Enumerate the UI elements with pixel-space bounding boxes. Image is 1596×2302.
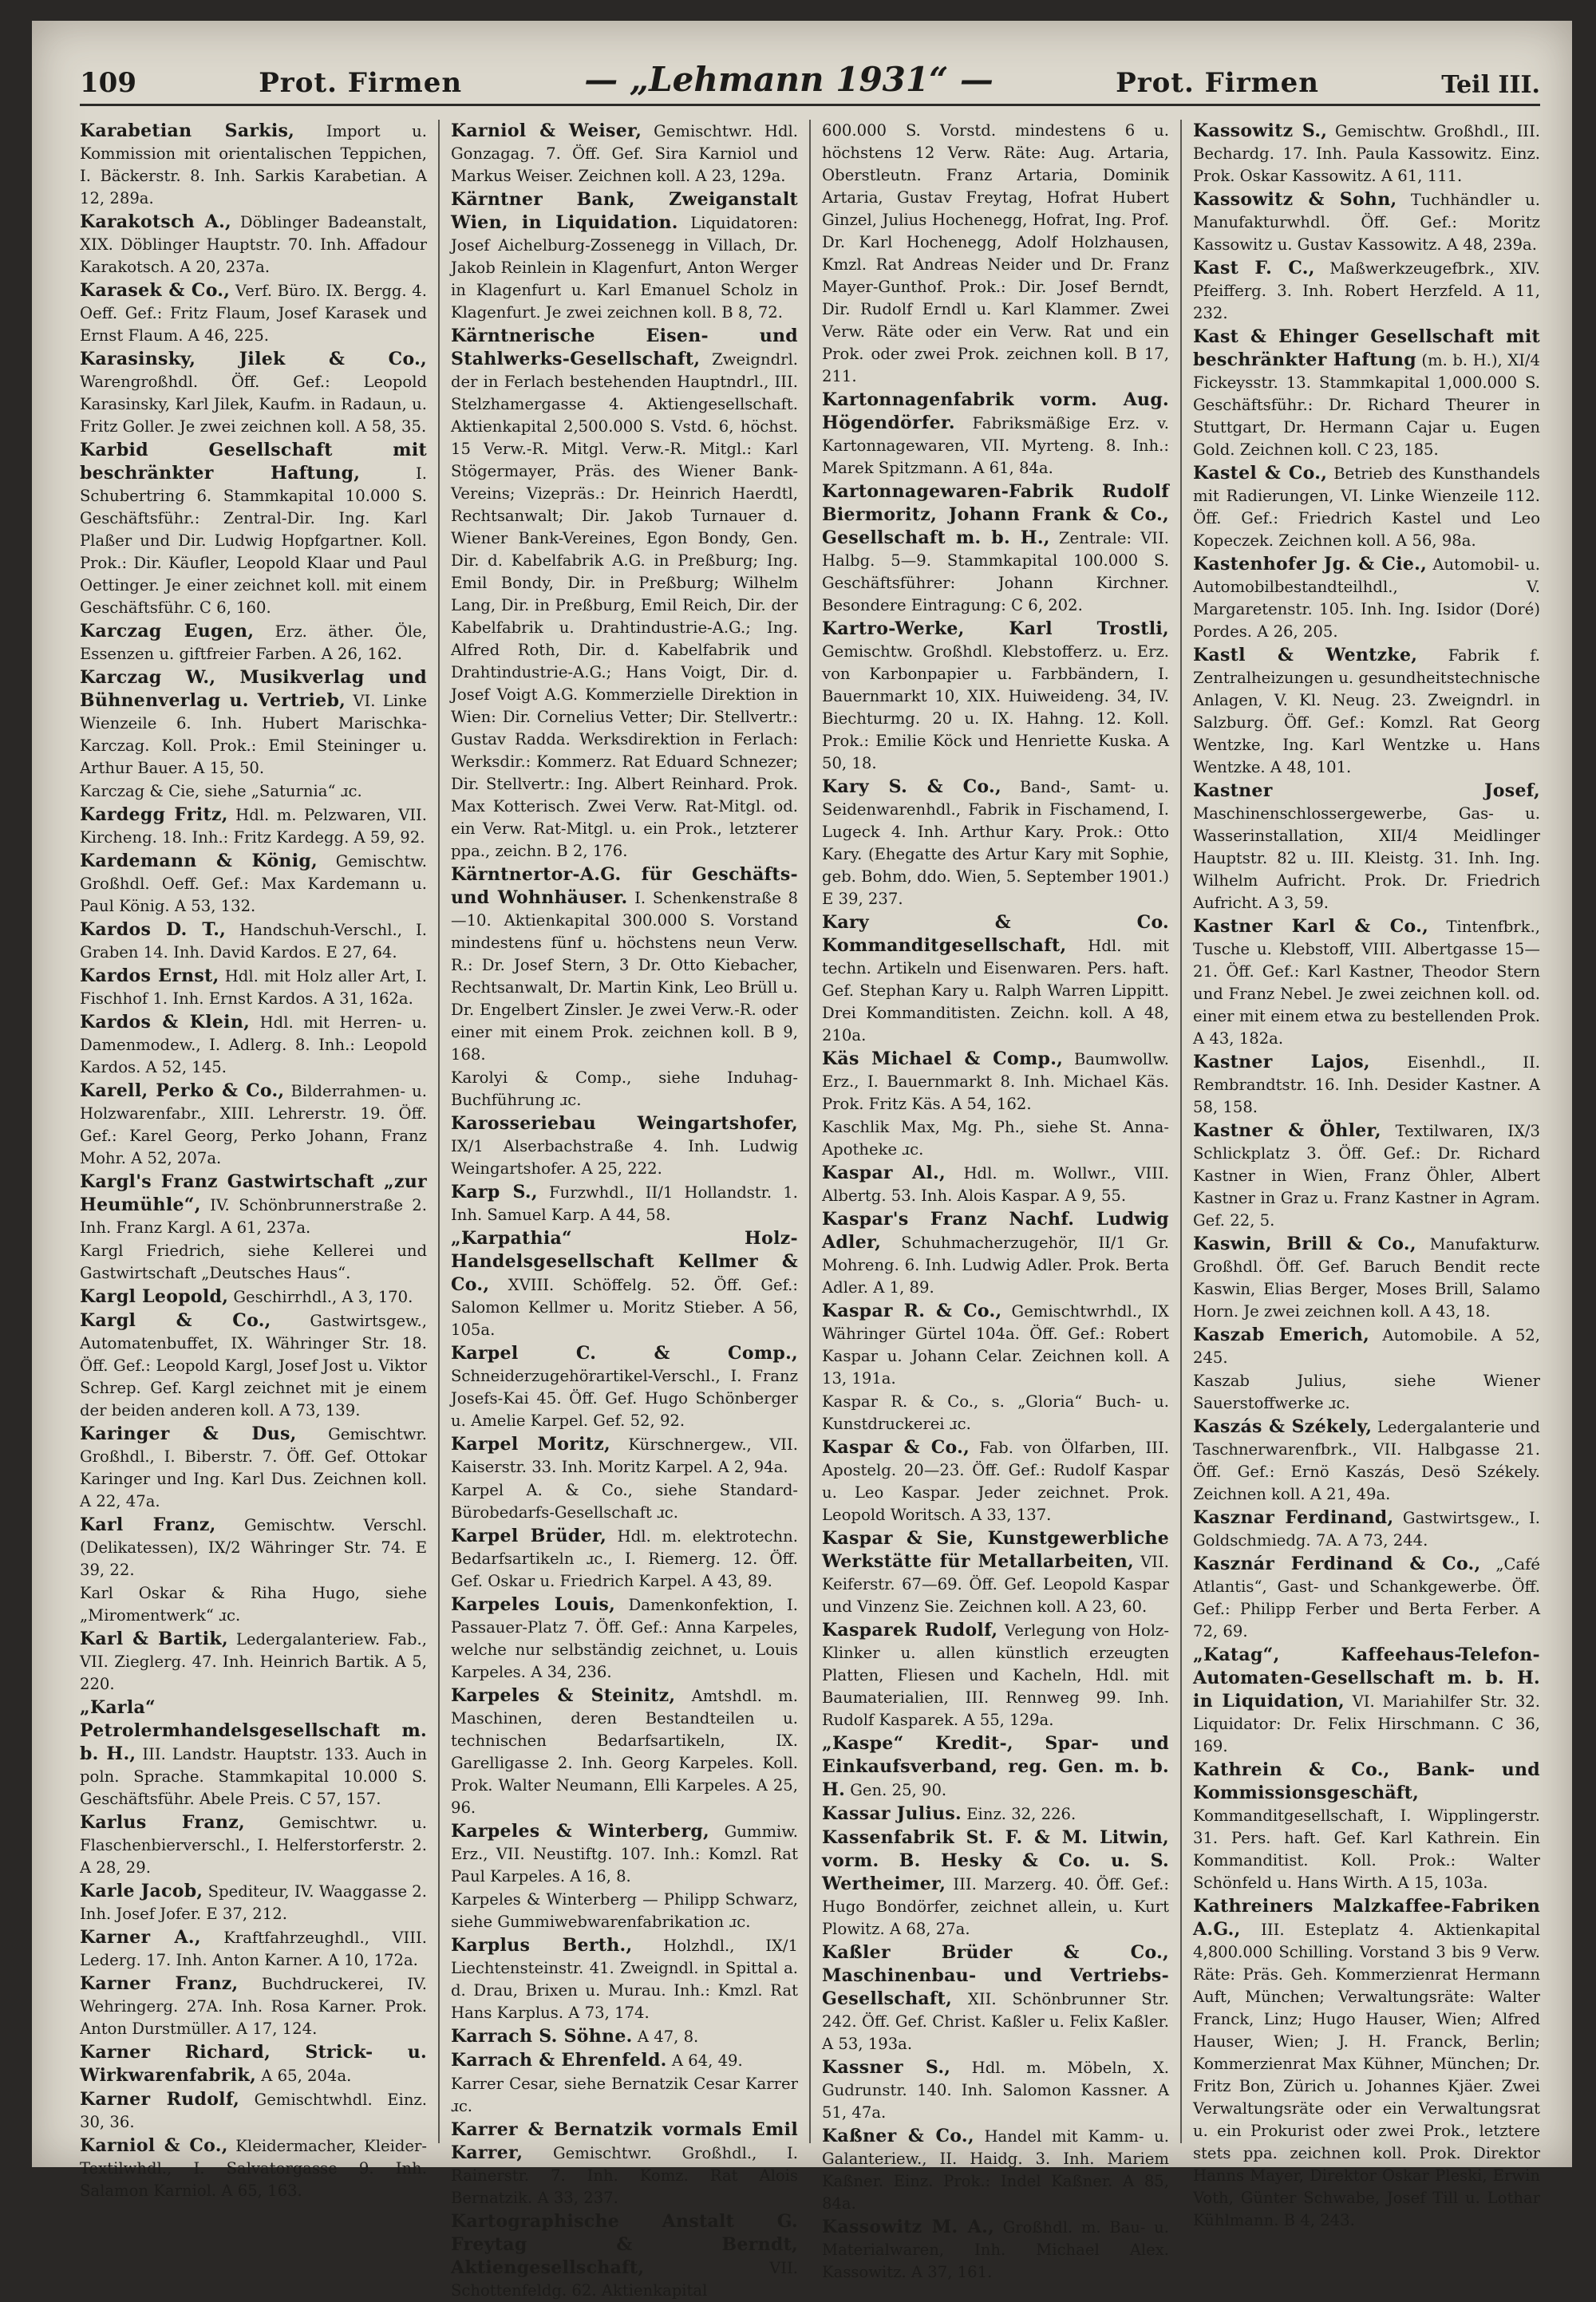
directory-entry — [451, 1433, 798, 1479]
directory-entry — [451, 120, 798, 188]
directory-entry — [822, 1048, 1169, 1115]
entry-name: Karp S., — [451, 1182, 538, 1202]
columns — [80, 120, 1541, 2300]
directory-entry — [451, 1342, 798, 1432]
directory-entry — [451, 1889, 798, 1933]
directory-entry — [822, 1300, 1169, 1390]
entry-name: „Karla“ Petrolermhandelsgesellschaft m. b. H., — [80, 1697, 427, 1764]
directory-entry — [80, 1240, 427, 1285]
entry-text: Gummiw. Erz., VII. Neustiftg. 107. Inh.: Komzl. Rat Paul Karpeles. A 16, 8. — [451, 1822, 798, 1885]
entry-text: Band-, Samt- u. Seidenwarenhdl., Fabrik in Fischamend, I. Lugeck 4. Inh. Arthur Kary. Prok.: Otto Kary. (Ehegatte des Artur Kary mit Sophie, geb. Bohm, ddo. Wien, 5. September 1901.) E 39, 237. — [822, 778, 1170, 908]
entry-text: Fab. von Ölfarben, III. Apostelg. 20—23. Öff. Gef.: Rudolf Kaspar u. Leo Kaspar. Jeder zeichnet. Prok. Leopold Woritsch. A 33, 137. — [822, 1439, 1169, 1524]
directory-entry — [80, 2088, 427, 2134]
directory-entry — [1193, 780, 1540, 914]
directory-entry — [451, 1227, 798, 1341]
entry-name: Kartonnagewaren-Fabrik Rudolf Biermoritz, Johann Frank & Co., Gesellschaft m. b. H., — [822, 481, 1169, 548]
directory-entry — [1193, 257, 1540, 325]
directory-entry — [80, 850, 427, 918]
directory-entry — [80, 666, 427, 780]
entry-name: Kaßner & Co., — [822, 2126, 974, 2146]
entry-name: Karasek & Co., — [80, 280, 231, 301]
entry-text: Verf. Büro. IX. Bergg. 4. Oeff. Gef.: Fritz Flaum, Josef Karasek und Ernst Flaum. A 46, 225. — [80, 282, 427, 345]
directory-entry — [80, 439, 427, 619]
entry-text: Gastwirtsgew., I. Goldschmiedg. 7A. A 73, 244. — [1193, 1509, 1540, 1550]
directory-entry — [822, 1116, 1169, 1161]
entry-name: Kasparek Rudolf, — [822, 1620, 998, 1641]
entry-text: Großhdl. m. Bau- u. Materialwaren, Inh. Michael Alex. Kassowitz. A 37, 161. — [822, 2218, 1169, 2281]
entry-name: Kasznar Ferdinand, — [1193, 1507, 1394, 1528]
entry-text: Kleidermacher, Kleider-Textilwhdl., I. Salvatorgasse 9. Inh. Salamon Karniol. A 65, 163. — [80, 2137, 427, 2200]
directory-entry — [822, 776, 1169, 910]
entry-text: I. Schubertring 6. Stammkapital 10.000 S. Geschäftsführ.: Zentral-Dir. Ing. Karl Plaßer und Dir. Ludwig Hopfgartner. Koll. Prok.: Dir. Käufler, Leopold Klaar und Paul Oettinger. Je einer zeichnet koll. mit einem Geschäftsführ. C 6, 160. — [80, 464, 427, 617]
entry-text: Liquidatoren: Josef Aichelburg-Zossenegg in Villach, Dr. Jakob Reinlein in Klagenfurt, Anton Werger in Klagenfurt u. Karl Emanuel Scholz in Klagenfurt. Je zwei zeichnen koll. B 8, 72. — [451, 214, 798, 322]
entry-text: Import u. Kommission mit orientalischen Teppichen, I. Bäckerstr. 8. Inh. Sarkis Karabetian. A 12, 289a. — [80, 122, 428, 207]
entry-text: III. Marzerg. 40. Öff. Gef.: Hugo Bondörfer, zeichnet allein, u. Kurt Plowitz. A 68, 27a. — [822, 1875, 1169, 1938]
entry-text: Gemischtwr. u. Flaschenbierverschl., I. Helferstorferstr. 2. A 28, 29. — [80, 1814, 427, 1877]
running-head-left: Prot. Firmen — [259, 67, 463, 99]
entry-name: Karasinsky, Jilek & Co., — [80, 349, 427, 369]
directory-entry — [80, 1011, 427, 1079]
directory-entry — [1193, 1759, 1540, 1894]
directory-entry — [822, 1162, 1169, 1207]
entry-name: Kardos Ernst, — [80, 965, 219, 986]
directory-entry — [822, 1732, 1169, 1802]
entry-text: VII. Schottenfeldg. 62. Aktienkapital — [451, 2259, 798, 2300]
entry-name: Kaspar R. & Co., — [822, 1301, 1002, 1321]
entry-name: Karabetian Sarkis, — [80, 120, 295, 141]
entry-text: A 65, 204a. — [261, 2067, 352, 2085]
entry-text: Karl Oskar & Riha Hugo, siehe „Miromentwerk“ ɹc. — [80, 1584, 427, 1625]
entry-text: „Café Atlantis“, Gast- und Schankgewerbe. Öff. Gef.: Philipp Ferber und Berta Ferber. A 72, 69. — [1193, 1555, 1540, 1641]
directory-entry — [80, 804, 427, 849]
entry-text: Gemischtwr. Großhdl., I. Biberstr. 7. Öff. Gef. Ottokar Karinger und Ing. Karl Dus. Zeichnen koll. A 22, 47a. — [80, 1425, 428, 1510]
entry-name: Kärntnerische Eisen- und Stahlwerks-Gesellschaft, — [451, 326, 798, 369]
directory-entry — [822, 1941, 1169, 2055]
entry-name: Kaspar's Franz Nachf. Ludwig Adler, — [822, 1209, 1169, 1253]
entry-text: III. Landstr. Hauptstr. 133. Auch in poln. Sprache. Stammkapital 10.000 S. Geschäftsführ. Abele Preis. C 57, 157. — [80, 1745, 427, 1808]
directory-entry — [451, 1181, 798, 1226]
directory-entry — [1193, 1370, 1540, 1415]
entry-name: Karl Franz, — [80, 1514, 216, 1535]
directory-entry — [822, 480, 1169, 617]
entry-name: Karrach S. Söhne. — [451, 2026, 633, 2047]
directory-entry — [822, 618, 1169, 775]
entry-name: „Karpathia“ Holz-Handelsgesellschaft Kellmer & Co., — [451, 1228, 798, 1295]
entry-name: Karpeles Louis, — [451, 1594, 616, 1615]
entry-name: Kaszab Emerich, — [1193, 1325, 1370, 1345]
entry-text: Karpeles & Winterberg — Philipp Schwarz, siehe Gummiwebwarenfabrikation ɹc. — [451, 1890, 798, 1931]
directory-entry — [80, 1171, 427, 1239]
directory-entry — [1193, 553, 1540, 643]
entry-name: Karpeles & Steinitz, — [451, 1685, 676, 1706]
entry-name: Karpel Brüder, — [451, 1526, 607, 1546]
column-4 — [1182, 120, 1541, 2229]
entry-name: Karczag W., Musikverlag und Bühnenverlag u. Vertrieb, — [80, 667, 427, 711]
entry-name: Kargl & Co., — [80, 1310, 271, 1331]
directory-entry — [80, 965, 427, 1010]
entry-text: Ledergalanterie und Taschnerwarenfbrk., VII. Halbgasse 21. Öff. Gef.: Ernö Kaszás, Desö Székely. Zeichnen koll. A 21, 49a. — [1193, 1418, 1540, 1503]
directory-entry — [451, 1067, 798, 1112]
entry-name: Kardos & Klein, — [80, 1012, 251, 1033]
directory-entry — [80, 1972, 427, 2040]
directory-entry — [80, 348, 427, 438]
directory-entry — [80, 1926, 427, 1972]
entry-text: Karczag & Cie, siehe „Saturnia“ ɹc. — [80, 782, 362, 800]
entry-text: Karrer Cesar, siehe Bernatzik Cesar Karrer ɹc. — [451, 2075, 798, 2115]
entry-name: Kargl's Franz Gastwirtschaft „zur Heumühle“, — [80, 1171, 427, 1215]
entry-text: Gen. 25, 90. — [850, 1781, 947, 1799]
entry-text: Handschuh-Verschl., I. Graben 14. Inh. David Kardos. E 27, 64. — [80, 921, 427, 961]
directory-entry — [80, 120, 427, 210]
entry-name: Karinger & Dus, — [80, 1423, 297, 1444]
entry-name: Karrer & Bernatzik vormals Emil Karrer, — [451, 2119, 798, 2163]
entry-name: Kastl & Wentzke, — [1193, 645, 1418, 665]
entry-name: Karniol & Weiser, — [451, 120, 642, 141]
entry-name: Kathreiners Malzkaffee-Fabriken A.G., — [1193, 1896, 1540, 1940]
entry-text: Erz. äther. Öle, Essenzen u. giftfreier Farben. A 26, 162. — [80, 622, 427, 663]
directory-entry — [451, 1820, 798, 1888]
directory-entry — [822, 2056, 1169, 2124]
entry-text: Automobil- u. Automobilbestandteilhdl., V. Margaretenstr. 105. Inh. Ing. Isidor (Doré) Pordes. A 26, 205. — [1193, 555, 1540, 641]
entry-text: Betrieb des Kunsthandels mit Radierungen, VI. Linke Wienzeile 112. Öff. Gef.: Friedrich Kastel und Leo Kopeczek. Zeichnen koll. A 56, 98a. — [1193, 464, 1540, 550]
directory-entry — [451, 2210, 798, 2302]
entry-text: Tintenfbrk., Tusche u. Klebstoff, VIII. Albertgasse 15—21. Öff. Gef.: Karl Kastner, Theodor Stern und Franz Nebel. Je zwei zeichnen koll. od. einer mit einem etwa zu bestellenden Prok. A 43, 182a. — [1193, 918, 1540, 1048]
entry-text: Hdl. mit Holz aller Art, I. Fischhof 1. Inh. Ernst Kardos. A 31, 162a. — [80, 967, 427, 1008]
entry-text: IV. Schönbrunnerstraße 2. Inh. Franz Kargl. A 61, 237a. — [80, 1196, 427, 1237]
entry-name: Kargl Leopold, — [80, 1286, 229, 1307]
entry-text: Ledergalanteriew. Fab., VII. Zieglerg. 47. Inh. Heinrich Bartik. A 5, 220. — [80, 1630, 427, 1693]
directory-entry — [80, 2134, 427, 2202]
entry-name: Kastner Josef, — [1193, 780, 1540, 801]
entry-text: A 47, 8. — [637, 2028, 699, 2046]
entry-text: Bilderrahmen- u. Holzwarenfabr., XIII. Lehrerstr. 19. Öff. Gef.: Karel Georg, Perko Johann, Franz Mohr. A 52, 207a. — [80, 1082, 428, 1167]
directory-entry — [822, 1436, 1169, 1526]
directory-entry — [451, 188, 798, 324]
directory-entry — [451, 2049, 798, 2072]
directory-entry — [1193, 462, 1540, 552]
entry-name: Karell, Perko & Co., — [80, 1080, 285, 1101]
directory-entry — [822, 389, 1169, 480]
entry-text: Zweigndrl. der in Ferlach bestehenden Hauptndrl., III. Stelzhamergasse 4. Aktiengesellschaft. Aktienkapital 2,500.000 S. Vstd. 6, höchst. 15 Verw.-R. Mitgl. Verw.-R. Mitgl.: Karl Stögermayer, Präs. des Wiener Bank-Vereins; Vizepräs.: Dr. Heinrich Haerdtl, Rechtsanwalt; Dir. Jakob Turnauer d. Wiener Bank-Vereines, Egon Bondy, Gen. Dir. d. Kabelfabrik A.G. in Preßburg; Ing. Emil Bondy, Dir. in Preßburg; Wilhelm Lang, Dir. in Preßburg, Emil Reich, Dir. der Kabelfabrik u. Drahtindustrie-A.G.; Ing. Alfred Roth, Dir. d. Kabelfabrik und Drahtindustrie-A.G.; Hans Voigt, Dir. d. Josef Voigt A.G. Kommerzielle Direktion in Wien: Dir. Cornelius Vetter; Dir. Stellvertr.: Gustav Radda. Werksdirektion in Ferlach: Werksdir.: Kommerz. Rat Eduard Schnezer; Dir. Stellvertr.: Ing. Albert Reinhard. Prok. Max Kotterisch. Zwei Verw. Rat-Mitgl. od. ein Verw. Rat-Mitgl. u. ein Prok., letzterer ppa., zeichn. B 2, 176. — [451, 350, 798, 860]
entry-name: Kasznár Ferdinand & Co., — [1193, 1554, 1481, 1574]
entry-text: A 64, 49. — [671, 2051, 743, 2070]
directory-page — [32, 21, 1572, 2300]
entry-text: Schuhmacherzugehör, II/1 Gr. Mohreng. 6. Inh. Ludwig Adler. Prok. Berta Adler. A 1, 89. — [822, 1234, 1169, 1297]
entry-name: Kary & Co. Kommanditgesellschaft, — [822, 912, 1169, 956]
entry-name: Kastner Karl & Co., — [1193, 916, 1429, 937]
entry-name: Kaswin, Brill & Co., — [1193, 1234, 1416, 1254]
entry-name: Kartographische Anstalt G. Freytag & Berndt, Aktiengesellschaft, — [451, 2211, 798, 2278]
entry-name: Karner Rudolf, — [80, 2089, 240, 2110]
entry-text: Textilwaren, IX/3 Schlickplatz 3. Öff. Gef.: Dr. Richard Kastner in Wien, Franz Öhler, Albert Kastner in Graz u. Franz Kastner in Agram. Gef. 22, 5. — [1193, 1122, 1540, 1230]
entry-name: „Kaspe“ Kredit-, Spar- und Einkaufsverband, reg. Gen. m. b. H. — [822, 1733, 1169, 1800]
entry-name: Kassenfabrik St. F. & M. Litwin, vorm. B. Hesky & Co. u. S. Wertheimer, — [822, 1827, 1169, 1894]
entry-text: Hdl. mit techn. Artikeln und Eisenwaren. Pers. haft. Gef. Stephan Kary u. Ralph Warren Lippitt. Drei Kommanditisten. Zeichn. koll. A 48, 210a. — [822, 937, 1170, 1044]
entry-name: Kardegg Fritz, — [80, 804, 228, 825]
entry-name: Kardos D. T., — [80, 919, 227, 940]
entry-name: Karrach & Ehrenfeld. — [451, 2050, 667, 2071]
entry-text: Buchdruckerei, IV. Wehringerg. 27A. Inh. Rosa Karner. Prok. Anton Durstmüller. A 17, 124. — [80, 1975, 427, 2038]
entry-name: Kaspar & Co., — [822, 1437, 970, 1458]
entry-name: Karner Franz, — [80, 1973, 239, 1994]
entry-text: I. Schenkenstraße 8—10. Aktienkapital 300.000 S. Vorstand mindestens fünf u. höchstens neun Verw. R.: Dr. Josef Stern, 3 Dr. Otto Kiebacher, Rechtsanwalt, Dr. Martin Kink, Leo Brüll u. Dr. Engelbert Zinsler. Je zwei Verw.-R. oder einer mit einem Prok. zeichnen koll. B 9, 168. — [451, 889, 799, 1064]
directory-entry — [451, 1684, 798, 1819]
entry-text: Karpel A. & Co., siehe Standard-Bürobedarfs-Gesellschaft ɹc. — [451, 1481, 798, 1522]
page-number: 109 — [80, 67, 136, 99]
directory-entry — [80, 1582, 427, 1627]
directory-entry — [80, 1309, 427, 1422]
directory-entry — [80, 780, 427, 803]
directory-entry — [822, 1391, 1169, 1435]
entry-name: Karner A., — [80, 1927, 201, 1948]
directory-entry — [80, 211, 427, 278]
entry-name: Karpeles & Winterberg, — [451, 1821, 710, 1842]
entry-text: Gemischtwhdl. Einz. 30, 36. — [80, 2091, 427, 2131]
entry-name: Kassowitz S., — [1193, 120, 1328, 141]
entry-text: VI. Mariahilfer Str. 32. Liquidator: Dr. Felix Hirschmann. C 36, 169. — [1193, 1692, 1541, 1755]
entry-name: Karczag Eugen, — [80, 621, 255, 642]
entry-text: Gemischtw. Großhdl., III. Bechardg. 17. Inh. Paula Kassowitz. Einz. Prok. Oskar Kassowitz. A 61, 111. — [1193, 122, 1540, 185]
entry-name: Karl & Bartik, — [80, 1629, 228, 1649]
directory-entry — [822, 1208, 1169, 1299]
entry-name: Kartonnagenfabrik vorm. Aug. Högendörfer. — [822, 389, 1169, 433]
entry-name: Karpel C. & Comp., — [451, 1343, 798, 1364]
column-1 — [80, 120, 440, 2200]
directory-entry — [80, 620, 427, 665]
entry-text: (m. b. H.), XI/4 Fickeysstr. 13. Stammkapital 1,000.000 S. Geschäftsführ.: Dr. Richard Theurer in Stuttgart, Dr. Hermann Cajar u. Eugen Gold. Zeichnen koll. C 23, 185. — [1193, 351, 1540, 459]
directory-entry — [451, 1934, 798, 2024]
entry-name: Kaßler Brüder & Co., Maschinenbau- und Vertriebs-Gesellschaft, — [822, 1942, 1169, 2009]
directory-entry — [80, 1080, 427, 1170]
entry-name: Kärntnertor-A.G. für Geschäfts- und Wohnhäuser. — [451, 864, 798, 908]
entry-name: Kärntner Bank, Zweiganstalt Wien, in Liquidation. — [451, 189, 798, 233]
directory-entry — [80, 1628, 427, 1696]
entry-text: Einz. 32, 226. — [966, 1805, 1077, 1823]
entry-name: Kastenhofer Jg. & Cie., — [1193, 554, 1428, 575]
entry-name: Karner Richard, Strick- u. Wirkwarenfabrik, — [80, 2042, 427, 2086]
directory-entry — [451, 1112, 798, 1180]
entry-text: Damenkonfektion, I. Passauer-Platz 7. Öff. Gef.: Anna Karpeles, welche nur selbständig zeichnet, u. Louis Karpeles. A 34, 236. — [451, 1596, 798, 1681]
entry-name: Kast & Ehinger Gesellschaft mit beschränkter Haftung — [1193, 326, 1540, 370]
directory-entry — [451, 2073, 798, 2118]
entry-text: IX/1 Alserbachstraße 4. Inh. Ludwig Weingartshofer. A 25, 222. — [451, 1137, 798, 1178]
directory-entry — [822, 1619, 1169, 1731]
directory-entry — [1193, 644, 1540, 779]
entry-text: Gastwirtsgew., Automatenbuffet, IX. Währinger Str. 18. Öff. Gef.: Leopold Kargl, Josef Jost u. Viktor Schrep. Gef. Kargl zeichnet mit je einem der beiden anderen koll. A 73, 139. — [80, 1312, 427, 1420]
entry-name: Kastel & Co., — [1193, 463, 1328, 484]
entry-text: VI. Linke Wienzeile 6. Inh. Hubert Marischka-Karczag. Koll. Prok.: Emil Steininger u. Arthur Bauer. A 15, 50. — [80, 692, 428, 777]
entry-text: Kaszab Julius, siehe Wiener Sauerstoffwerke ɹc. — [1193, 1372, 1540, 1412]
directory-entry — [822, 2216, 1169, 2284]
entry-text: Fabriksmäßige Erz. v. Kartonnagewaren, VII. Myrteng. 8. Inh.: Marek Spitzmann. A 61, 84a. — [822, 414, 1169, 477]
entry-text: III. Esteplatz 4. Aktienkapital 4,800.000 Schilling. Vorstand 3 bis 9 Verw. Räte: Präs. Geh. Kommerzienrat Hermann Auft, München; Verwaltungsräte: Walter Franck, Linz; Hugo Hauser, Wien; Alfred Hauser, Wien; J. H. Franck, Berlin; Kommerzienrat Max Kühner, München; Dr. Fritz Bon, Zürich u. Johannes Kjäer. Zwei Verwaltungsräte oder ein Verwaltungsrat u. ein Prokurist oder zwei Prok., letztere stets ppa. zeichnen koll. Prok. Direktor Hanns Mayer, Direktor Oskar Pleski, Erwin Voth, Günter Schwabe, Josef Till u. Lothar Kühlmann. B 4, 243. — [1193, 1921, 1540, 2229]
entry-name: Karpel Moritz, — [451, 1434, 610, 1455]
directory-entry — [1193, 1644, 1540, 1758]
directory-entry — [80, 2041, 427, 2087]
directory-entry — [822, 911, 1169, 1047]
entry-name: Kastner & Öhler, — [1193, 1120, 1381, 1141]
directory-entry — [822, 1527, 1169, 1618]
entry-text: 600.000 S. Vorstd. mindestens 6 u. höchstens 12 Verw. Räte: Aug. Artaria, Oberstleutn. Franz Artaria, Dominik Artaria, Gustav Freytag, Hofrat Hubert Ginzel, Julius Hochenegg, Hofrat, Ing. Prof. Dr. Karl Hochenegg, Adolf Holzhausen, Kmzl. Rat Andreas Neider und Dr. Franz Mayer-Gunthof. Prok.: Dir. Josef Berndt, Dir. Rudolf Erndl u. Karl Klammer. Zwei Verw. Räte oder ein Verw. Rat und ein Prok. oder zwei Prok. zeichnen koll. B 17, 211. — [822, 121, 1169, 385]
entry-name: Kassner S., — [822, 2057, 951, 2078]
directory-entry — [1193, 326, 1540, 461]
entry-name: Kary S. & Co., — [822, 776, 1001, 797]
entry-name: Karniol & Co., — [80, 2135, 228, 2156]
entry-name: Karle Jacob, — [80, 1881, 203, 1901]
directory-entry — [1193, 1895, 1540, 2232]
entry-text: XII. Schönbrunner Str. 242. Öff. Gef. Christ. Kaßler u. Felix Kaßler. A 53, 193a. — [822, 1990, 1169, 2053]
entry-text: Maßwerkzeugefbrk., XIV. Pfeifferg. 3. Inh. Robert Herzfeld. A 11, 232. — [1193, 259, 1540, 322]
directory-entry — [822, 1803, 1169, 1826]
entry-text: Gemischtw. Großhdl. Oeff. Gef.: Max Kardemann u. Paul König. A 53, 132. — [80, 852, 427, 915]
page-header — [80, 54, 1540, 106]
directory-entry — [451, 1593, 798, 1684]
directory-entry — [451, 863, 798, 1066]
entry-name: Kardemann & König, — [80, 851, 318, 871]
directory-entry — [451, 1479, 798, 1524]
entry-text: Kaschlik Max, Mg. Ph., siehe St. Anna-Apotheke ɹc. — [822, 1118, 1169, 1159]
entry-text: Gemischtw. Verschl. (Delikatessen), IX/2 Währinger Str. 74. E 39, 22. — [80, 1516, 427, 1579]
entry-name: Kaszás & Székely, — [1193, 1416, 1373, 1437]
entry-text: Spediteur, IV. Waaggasse 2. Inh. Josef Jofer. E 37, 212. — [80, 1882, 427, 1923]
directory-entry — [822, 1826, 1169, 1941]
entry-text: Fabrik f. Zentralheizungen u. gesundheitstechnische Anlagen, V. Kl. Neug. 23. Zweigndrl. in Salzburg. Öff. Gef.: Komzl. Rat Georg Wentzke, Ing. Karl Wentzke u. Hans Wentzke. A 48, 101. — [1193, 646, 1540, 776]
entry-text: Hdl. m. Wollwr., VIII. Albertg. 53. Inh. Alois Kaspar. A 9, 55. — [822, 1164, 1169, 1205]
entry-name: Kaspar & Sie, Kunstgewerbliche Werkstätte für Metallarbeiten, — [822, 1528, 1169, 1572]
entry-text: Hdl. m. elektrotechn. Bedarfsartikeln ɹc., I. Riemerg. 12. Öff. Gef. Oskar u. Friedrich Karpel. A 43, 89. — [451, 1527, 798, 1590]
entry-text: Maschinenschlossergewerbe, Gas- u. Wasserinstallation, XII/4 Meidlinger Hauptstr. 82 u. III. Kleistg. 31. Inh. Ing. Wilhelm Aufricht. Prok. Dr. Friedrich Aufricht. A 3, 59. — [1193, 804, 1540, 912]
entry-name: Kassar Julius. — [822, 1803, 962, 1824]
directory-entry — [1193, 1119, 1540, 1232]
entry-text: Kraftfahrzeughdl., VIII. Lederg. 17. Inh. Anton Karner. A 10, 172a. — [80, 1929, 427, 1969]
entry-text: Geschirrhdl., A 3, 170. — [233, 1288, 413, 1306]
entry-text: Verlegung von Holz-Klinker u. allen künstlich erzeugten Platten, Fliesen und Kacheln, Hdl. mit Baumaterialien, III. Rennweg 99. Inh. Rudolf Kasparek. A 55, 129a. — [822, 1621, 1169, 1729]
directory-entry — [1193, 1553, 1540, 1643]
entry-text: Eisenhdl., II. Rembrandtstr. 16. Inh. Desider Kastner. A 58, 158. — [1193, 1053, 1540, 1116]
entry-text: Kommanditgesellschaft, I. Wipplingerstr. 31. Pers. haft. Gef. Karl Kathrein. Ein Kommanditist. Koll. Prok.: Walter Schönfeld u. Hans Wirth. A 15, 103a. — [1193, 1806, 1540, 1892]
directory-entry — [80, 1285, 427, 1309]
directory-entry — [1193, 1233, 1540, 1323]
directory-entry — [1193, 120, 1540, 188]
entry-name: Karakotsch A., — [80, 211, 231, 232]
directory-entry — [822, 2125, 1169, 2215]
entry-text: Furzwhdl., II/1 Hollandstr. 1. Inh. Samuel Karp. A 44, 58. — [451, 1183, 798, 1224]
entry-text: Gemischtw. Großhdl. Klebstofferz. u. Erz. von Karbonpapier u. Farbbändern, I. Bauernmarkt 10, XIX. Huiweideng. 34, IV. Biechturmg. 20 u. IX. Hahng. 12. Koll. Prok.: Emilie Köck und Henriette Kuska. A 50, 18. — [822, 642, 1169, 772]
entry-name: Kast F. C., — [1193, 258, 1315, 278]
directory-entry — [1193, 188, 1540, 256]
entry-text: Karolyi & Comp., siehe Induhag-Buchführung ɹc. — [451, 1068, 798, 1109]
directory-entry — [80, 1514, 427, 1581]
directory-entry — [451, 2118, 798, 2209]
entry-text: Hdl. mit Herren- u. Damenmodew., I. Adlerg. 8. Inh.: Leopold Kardos. A 52, 145. — [80, 1013, 427, 1076]
directory-entry — [451, 1525, 798, 1593]
directory-entry — [80, 1696, 427, 1810]
directory-entry — [1193, 915, 1540, 1050]
entry-name: Kastner Lajos, — [1193, 1052, 1370, 1072]
directory-entry — [451, 2025, 798, 2048]
directory-entry — [80, 1811, 427, 1879]
entry-name: „Katag“, Kaffeehaus-Telefon-Automaten-Gesellschaft m. b. H. in Liquidation, — [1193, 1645, 1540, 1712]
entry-text: Amtshdl. m. Maschinen, deren Bestandteilen u. technischen Bedarfsartikeln, IX. Garelligasse 2. Inh. Georg Karpeles. Koll. Prok. Walter Neumann, Elli Karpeles. A 25, 96. — [451, 1687, 798, 1817]
entry-text: Gemischtwrhdl., IX Währinger Gürtel 104a. Öff. Gef.: Robert Kaspar u. Johann Celar. Zeichnen koll. A 13, 191a. — [822, 1302, 1170, 1388]
directory-entry — [80, 918, 427, 964]
entry-text: Holzhdl., IX/1 Liechtensteinstr. 41. Zweigndl. in Spittal a. d. Drau, Brixen u. Murau. Inh.: Kmzl. Rat Hans Karplus. A 73, 174. — [451, 1937, 799, 2022]
entry-text: Schneiderzugehörartikel-Verschl., I. Franz Josefs-Kai 45. Öff. Gef. Hugo Schönberger u. Amelie Karpel. Gef. 52, 92. — [451, 1367, 798, 1430]
entry-text: Automobile. A 52, 245. — [1193, 1326, 1540, 1367]
directory-entry — [80, 279, 427, 347]
entry-name: Kassowitz M. A., — [822, 2217, 995, 2237]
entry-text: Manufakturw. Großhdl. Öff. Gef. Baruch Bendit recte Kaswin, Elias Berger, Moses Brill, Salamo Horn. Je zwei zeichnen koll. A 43, 18. — [1193, 1235, 1540, 1321]
entry-name: Käs Michael & Comp., — [822, 1048, 1064, 1069]
entry-name: Karbid Gesellschaft mit beschränkter Haftung, — [80, 440, 427, 484]
entry-text: Gemischtwr. Hdl. Gonzagag. 7. Öff. Gef. Sira Karniol und Markus Weiser. Zeichnen koll. A 23, 129a. — [451, 122, 798, 185]
entry-text: VII. Keiferstr. 67—69. Öff. Gef. Leopold Kaspar und Vinzenz Sie. Zeichnen koll. A 23, 60. — [822, 1553, 1169, 1616]
running-title: — „Lehmann 1931“ — — [584, 60, 994, 99]
entry-text: Döblinger Badeanstalt, XIX. Döblinger Hauptstr. 70. Inh. Affadour Karakotsch. A 20, 237a. — [80, 213, 428, 276]
directory-entry — [1193, 1506, 1540, 1552]
entry-text: Kürschnergew., VII. Kaiserstr. 33. Inh. Moritz Karpel. A 2, 94a. — [451, 1435, 798, 1476]
directory-entry — [1193, 1324, 1540, 1369]
directory-entry — [80, 1880, 427, 1925]
entry-name: Karosseriebau Weingartshofer, — [451, 1113, 798, 1134]
entry-text: Gemischtwr. Großhdl., I. Rainerstr. 7. Inh. Komz. Rat Alois Bernatzik. A 33, 237. — [451, 2144, 798, 2207]
entry-text: Warengroßhdl. Öff. Gef.: Leopold Karasinsky, Karl Jilek, Kaufm. in Radaun, u. Fritz Goller. Je zwei zeichnen koll. A 58, 35. — [80, 373, 427, 436]
entry-name: Kaspar Al., — [822, 1163, 946, 1183]
directory-entry — [80, 1423, 427, 1513]
entry-text: Hdl. m. Pelzwaren, VII. Kircheng. 18. Inh.: Fritz Kardegg. A 59, 92. — [80, 806, 428, 847]
column-2 — [440, 120, 811, 2300]
directory-entry — [451, 325, 798, 863]
column-3 — [811, 120, 1182, 2281]
entry-name: Kartro-Werke, Karl Trostli, — [822, 618, 1169, 639]
entry-text: Zentrale: VII. Halbg. 5—9. Stammkapital 100.000 S. Geschäftsführer: Johann Kirchner. Besondere Eintragung: C 6, 202. — [822, 529, 1170, 614]
entry-text: Handel mit Kamm- u. Galanteriew., II. Haidg. 3. Inh. Mariem Kaßner. Einz. Prok.: Indel Kaßner. A 85, 84a. — [822, 2127, 1169, 2213]
directory-entry — [1193, 1416, 1540, 1506]
entry-name: Karlus Franz, — [80, 1812, 245, 1833]
entry-name: Karplus Berth., — [451, 1935, 633, 1956]
directory-entry — [1193, 1051, 1540, 1119]
entry-text: Baumwollw. Erz., I. Bauernmarkt 8. Inh. Michael Käs. Prok. Fritz Käs. A 54, 162. — [822, 1050, 1169, 1113]
entry-text: Tuchhändler u. Manufakturwhdl. Öff. Gef.: Moritz Kassowitz u. Gustav Kassowitz. A 48, 239a. — [1193, 191, 1540, 254]
entry-text: Kargl Friedrich, siehe Kellerei und Gastwirtschaft „Deutsches Haus“. — [80, 1242, 427, 1282]
entry-text: Kaspar R. & Co., s. „Gloria“ Buch- u. Kunstdruckerei ɹc. — [822, 1392, 1169, 1433]
entry-text: XVIII. Schöffelg. 52. Öff. Gef.: Salomon Kellmer u. Moritz Stieber. A 56, 105a. — [451, 1276, 798, 1339]
part-label: Teil III. — [1441, 71, 1540, 99]
entry-text: Hdl. m. Möbeln, X. Gudrunstr. 140. Inh. Salomon Kassner. A 51, 47a. — [822, 2059, 1170, 2122]
entry-name: Kassowitz & Sohn, — [1193, 189, 1397, 210]
running-head-right: Prot. Firmen — [1116, 67, 1319, 99]
entry-name: Kathrein & Co., Bank- und Kommissionsgeschäft, — [1193, 1759, 1540, 1803]
directory-entry — [822, 120, 1169, 388]
